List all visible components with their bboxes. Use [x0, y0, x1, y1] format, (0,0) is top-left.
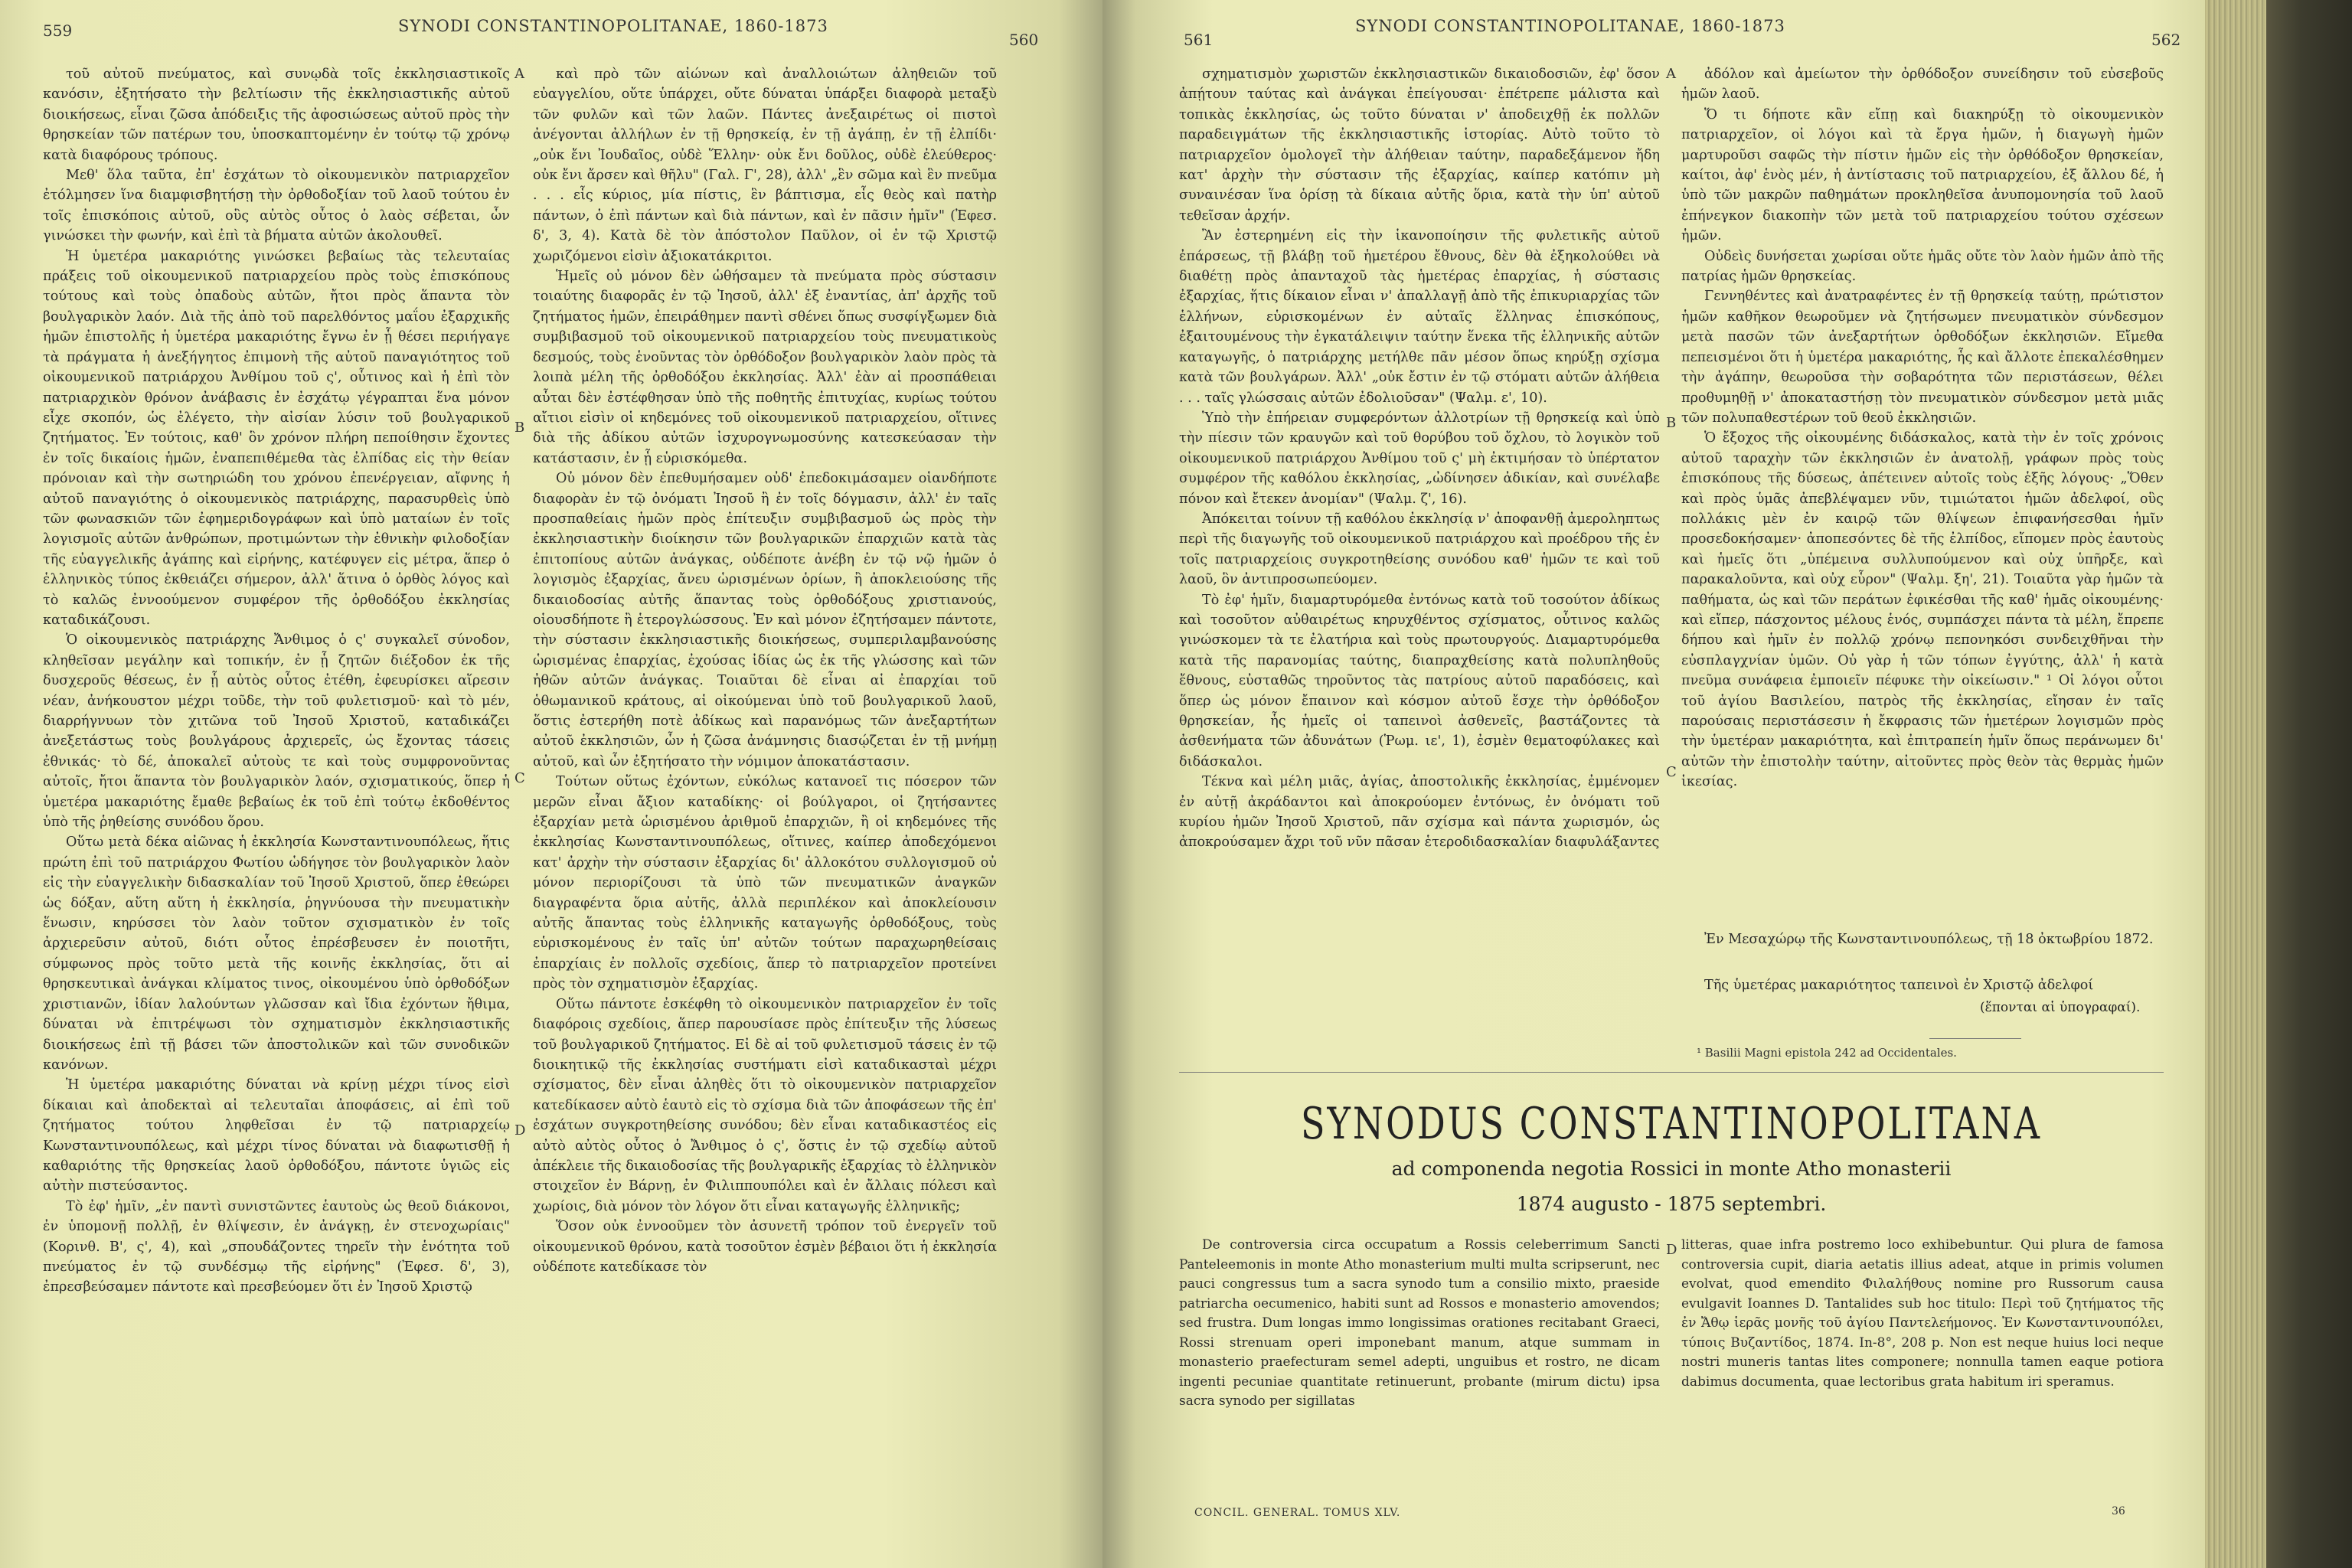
paragraph: Ἡ ὑμετέρα μακαριότης δύναται νὰ κρίνῃ μέχρι τίνος εἰσὶ δίκαιαι καὶ ἀποδεκταὶ αἱ τελευταῖαι ἀποφάσεις, αἱ ἐπὶ τοῦ ζητήματος τούτου ληφθεῖσαι ἐν τῷ πατριαρχείῳ Κωνσταντινουπόλεως, καὶ μέχρι τίνος δύναται νὰ διαφωτισθῇ ἡ καθαριότης τῆς θρησκείας λαοῦ ὀρθοδόξου, πάντοτε ὑγιῶς εἰς αὐτὴν πιστεύσαντος.	[43, 1077, 510, 1194]
paragraph: Ἂν ἐστερημένη εἰς τὴν ἱκανοποίησιν τῆς φυλετικῆς αὐτοῦ ἐπάρσεως, τῇ βλάβῃ τοῦ ἡμετέρου ἔθνους, δὲν θὰ ἐξηκολούθει νὰ διαθέτῃ πρὸς ἀπανταχοῦ τὰς ἡμετέρας ἐπαρχίας, ἡ σύστασις ἐξαρχίας, ἥτις δίκαιον εἶναι ν' ἀπαλλαγῇ ἀπὸ τῆς ἐπικυριαρχίας τῶν ἑλλήνων, εὑρισκομένων ἐν αὐταῖς ἕλληνας ἐπισκόπους, ἐξαιτουμένους τὴν ἐγκατάλειψιν ταύτην ἕνεκα τῆς ἑλληνικῆς αὐτῶν καταγωγῆς, ὁ πατριάρχης μετήλθε πᾶν μέσον ὅπως κηρύξῃ σχίσμα κατὰ τῶν βουλγάρων. Ἀλλ' „οὐκ ἔστιν ἐν τῷ στόματι αὐτῶν ἀλήθεια . . . ταῖς γλώσσαις αὐτῶν ἐδολιοῦσαν" (Ψαλμ. ε', 10).	[1179, 228, 1660, 406]
paragraph: Οὐ μόνον δὲν ἐπεθυμήσαμεν οὐδ' ἐπεδοκιμάσαμεν οἱανδήποτε διαφορὰν ἐν τῷ ὀνόματι Ἰησοῦ ἢ ἐν τοῖς δόγμασιν, ἀλλ' ἐν ταῖς προσπαθείαις ἡμῶν πρὸς ἐπίτευξιν συμβιβασμοῦ ὡς πρὸς τὴν ἐκκλησιαστικὴν διοίκησιν τῶν βουλγαρικῶν ἐπαρχιῶν κατὰ τὰς ἐπιτοπίους αὐτῶν ἀνάγκας, οὐδέποτε ἀνέβη ἐν τῷ νῷ ἡμῶν ὁ λογισμὸς ἐξαρχίας, ἄνευ ὡρισμένων ὁρίων, ἢ ἀποκλειούσης τῆς δικαιοδοσίας αὐτῆς ἅπαντας τοὺς ὀρθοδόξους χριστιανούς, οἱουσδήποτε ἢ ἑτερογλώσσους. Ἐν καὶ μόνον ἐζητήσαμεν πάντοτε, τὴν σύστασιν ἐκκλησιαστικῆς διοικήσεως, συμπεριλαμβανούσης ὡρισμένας ἐπαρχίας, ἐχούσας ἰδίας ὡς ἐκ τῆς γλώσσης καὶ τῶν ἠθῶν αὐτῶν ἀνάγκας. Τοιαῦται δὲ εἶναι αἱ ἐπαρχίαι τοῦ ὁθωμανικοῦ κράτους, αἱ οἰκούμεναι ὑπὸ τοῦ βουλγαρικοῦ λαοῦ, ὅστις ἐστερήθη ποτὲ ἀδίκως καὶ παρανόμως τῶν ἀνεξαρτήτων αὐτοῦ ἐκκλησιῶν, ὧν ἡ ζῶσα ἀνάμνησις διασῴζεται ἐν τῇ μνήμῃ αὐτοῦ, καὶ ὧν ἐξητήσατο τὴν νόμιμον ἀποκατάστασιν.	[533, 471, 997, 769]
paragraph: Οὕτω πάντοτε ἐσκέφθη τὸ οἰκουμενικὸν πατριαρχεῖον ἐν τοῖς διαφόροις σχεδίοις, ἅπερ παρουσίασε πρὸς ἐπίτευξιν τῆς λύσεως τοῦ βουλγαρικοῦ ζητήματος. Εἰ δὲ αἱ τοῦ φυλετισμοῦ τάσεις ἐν τῷ διοικητικῷ τῆς ἐκκλησίας συστήματι εἰσὶ καταδικασταὶ μέχρι σχίσματος, δὲν εἶναι ἀληθὲς ὅτι τὸ οἰκουμενικὸν πατριαρχεῖον κατεδίκασεν αὐτὸ ἑαυτὸ εἰς τὸ σχίσμα διὰ τῶν ἀποφάσεων τῆς ἐπ' ἐσχάτων συγκροτηθείσης συνόδου; δὲν εἶναι καταδικαστέος εἰς αὐτὸ αὐτὸς οὗτος ὁ Ἄνθιμος ὁ ς', ὅστις ἐν τῷ σχεδίῳ αὐτοῦ ἀπέκλειε τῆς δικαιοδοσίας τῆς βουλγαρικῆς ἐξαρχίας τὸ ἑλληνικὸν στοιχεῖον ἐν Βάρνῃ, ἐν Φιλιππουπόλει καὶ ἐν ἄλλαις πόλεσι καὶ χωρίοις, διὰ μόνον τὸν λόγον ὅτι εἶναι καταγωγῆς ἑλληνικῆς;	[533, 996, 997, 1214]
volume-signature: CONCIL. GENERAL. TOMUS XLV.	[1194, 1507, 1401, 1519]
margin-letter-b: B	[514, 420, 525, 436]
section-dates: 1874 augusto - 1875 septembri.	[1516, 1193, 1827, 1215]
margin-letter-a: A	[1666, 66, 1676, 82]
paragraph: ἀδόλον καὶ ἀμείωτον τὴν ὀρθόδοξον συνείδησιν τοῦ εὐσεβοῦς ἡμῶν λαοῦ.	[1681, 67, 2164, 103]
right-page	[1102, 0, 2205, 1568]
paragraph: Τὸ ἐφ' ἡμῖν, „ἐν παντὶ συνιστῶντες ἑαυτοὺς ὡς θεοῦ διάκονοι, ἐν ὑπομονῇ πολλῇ, ἐν θλίψεσιν, ἐν ἀνάγκῃ, ἐν στενοχωρίαις" (Κορινθ. Β', ς', 4), καὶ „σπουδάζοντες τηρεῖν τὴν ἑνότητα τοῦ πνεύματος ἐν τῷ συνδέσμῳ τῆς εἰρήνης" (Ἐφεσ. δ', 3), ἐπρεσβεύσαμεν πάντοτε καὶ πρεσβεύομεν ὅτι ἐν Ἰησοῦ Χριστῷ	[43, 1198, 510, 1295]
paragraph: Οὕτω μετὰ δέκα αἰῶνας ἡ ἐκκλησία Κωνσταντινουπόλεως, ἥτις πρώτη ἐπὶ τοῦ πατριάρχου Φωτίου ὡδήγησε τὸν βουλγαρικὸν λαὸν εἰς τὴν εὐαγγελικὴν διδασκαλίαν τοῦ Ἰησοῦ Χριστοῦ, ὅπερ ἐθεώρει ὡς δόξαν, αὕτη αὕτη ἡ ἐκκλησία, ῥηγνύουσα τὴν πνευματικὴν ἕνωσιν, κηρύσσει τὸν λαὸν τοῦτον σχισματικὸν ἐν τοῖς ἀρχιερεῦσιν αὐτοῦ, διότι οὗτος ἐπρέσβευσεν ἐν ποιοτῆτι, σύμφωνος πρὸς τοῦτο μετὰ τῆς κοινῆς ἐκκλησίας, ὅτι αἱ θρησκευτικαὶ ἀνάγκαι κλίματος τινος, οἰκουμένου ὑπὸ ὀρθοδόξων χριστιανῶν, ἰδίαν λαλούντων γλῶσσαν καὶ ἴδια ἐχόντων ἤθιμα, δύναται νὰ ἐπιτρέψωσι τὸν σχηματισμὸν ἐκκλησιαστικῆς διοικήσεως ἐπὶ τῇ βάσει τῶν ἀποστολικῶν καὶ τῶν συνοδικῶν κανόνων.	[43, 835, 510, 1073]
paragraph: Ὁ ἔξοχος τῆς οἰκουμένης διδάσκαλος, κατὰ τὴν ἐν τοῖς χρόνοις αὐτοῦ ταραχὴν τῶν ἐκκλησιῶν ἐν ἀνατολῇ, γράφων πρὸς τοὺς ἐπισκόπους τῆς δύσεως, ἀπέτεινεν αὐτοῖς τοὺς ἑξῆς λόγους· „Ὅθεν καὶ πρὸς ὑμᾶς ἀπεβλέψαμεν νῦν, τιμιώτατοι ἡμῶν ἀδελφοί, οὓς πολλάκις μὲν ἐν καιρῷ τῶν θλίψεων ἐπιφανήσεσθαι ἡμῖν προσεδοκήσαμεν· ἀποπεσόντες δὲ τῆς ἐλπίδος, εἴπομεν πρὸς ἑαυτοὺς καὶ ἡμεῖς ὅτι „ὑπέμεινα συλλυπούμενον καὶ οὐχ ὑπῆρξε, καὶ παρακαλοῦντα, καὶ οὐχ εὗρον" (Ψαλμ. ξη', 21). Τοιαῦτα γὰρ ἡμῶν τὰ παθήματα, ὡς καὶ τῶν περάτων ἐφικέσθαι τῆς καθ' ἡμᾶς οἰκουμένης· καὶ εἴπερ, πάσχοντος μέλους ἑνός, συμπάσχει πάντα τὰ μέλη, ἔπρεπε δήπου καὶ ἡμῖν ἐν πολλῷ χρόνῳ πεπονηκόσι συνδειχθῆναι τὴν εὐσπλαγχνίαν ὑμῶν. Οὐ γὰρ ἡ τῶν τόπων ἐγγύτης, ἀλλ' ἡ κατὰ πνεῦμα συνάφεια ἐμποιεῖν πέφυκε τὴν οἰκείωσιν." ¹ Οἱ λόγοι οὗτοι τοῦ ἁγίου Βασιλείου, πατρὸς τῆς ἐκκλησίας, εἴησαν ἐν ταῖς παρούσαις περιστάσεσιν ἡ ἔκφρασις τῶν ἡμετέρων λογισμῶν πρὸς τὴν ὑμετέραν μακαριότητα, καὶ ἐπιτραπείη ἡμῖν ὅπως περάνωμεν δι' αὐτῶν τὴν ἐπιστολὴν ταύτην, αἰτοῦντες πρὸς θεὸν τὰς θερμὰς ἡμῶν ἱκεσίας.	[1681, 430, 2164, 790]
left-page	[0, 0, 1102, 1568]
paragraph: Μεθ' ὅλα ταῦτα, ἐπ' ἐσχάτων τὸ οἰκουμενικὸν πατριαρχεῖον ἐτόλμησεν ἵνα διαμφισβητήσῃ τὴν ὀρθοδοξίαν τοῦ λαοῦ τούτου ἐν τοῖς ἐπισκόποις αὐτοῦ, οὓς αὐτὸς οὗτος ὁ λαὸς σέβεται, ὧν γινώσκει τὴν φωνήν, καὶ ἐπὶ τὰ βήματα αὐτῶν ἀκολουθεῖ.	[43, 168, 510, 244]
closing-formula: Τῆς ὑμετέρας μακαριότητος ταπεινοὶ ἐν Χριστῷ ἀδελφοί	[1704, 978, 2094, 993]
margin-letter-a: A	[514, 66, 524, 82]
paragraph: Ἡ ὑμετέρα μακαριότης γινώσκει βεβαίως τὰς τελευταίας πράξεις τοῦ οἰκουμενικοῦ πατριαρχείου πρὸς τοὺς ἐπισκόπους τούτους καὶ τοὺς ὀπαδοὺς αὐτῶν, ἤτοι πρὸς ἅπαντα τὸν βουλγαρικὸν λαόν. Διὰ τῆς ἀπὸ τοῦ παρελθόντος μαΐου ἐξαρχικῆς ἡμῶν ἐπιστολῆς ἡ ὑμετέρα μακαριότης ἔγνω ἐν ᾗ θέσει περιήγαγε τὰ πράγματα ἡ ἀνεξήγητος ἐπιμονὴ τῆς αὐτοῦ παναγιότητος τοῦ οἰκουμενικοῦ πατριάρχου Ἀνθίμου τοῦ ς', οὗτινος καὶ ἡ ἐπὶ τὸν πατριαρχικὸν θρόνον ἀνάβασις ἐν ἐσχάτῳ γέγραπται ἕνα μόνον εἶχε σκοπόν, ὡς ἐλέγετο, τὴν αἰσίαν λύσιν τοῦ βουλγαρικοῦ ζητήματος. Ἐν τούτοις, καθ' ὃν χρόνον πλήρη πεποίθησιν ἔχοντες ἐν τοῖς δικαίοις ἡμῶν, ἐναπεπιθέμεθα τὰς ἐλπίδας εἰς τὴν θείαν πρόνοιαν καὶ τὴν σωτηριώδη του χρόνου ἐπενέργειαν, αἴφνης ἡ αὐτοῦ παναγιότης ὁ οἰκουμενικὸς πατριάρχης, παρασυρθεὶς ὑπὸ τῶν φωνασκιῶν τῶν ἐφημεριδογράφων καὶ ὑπὸ ματαίων ἐν τοῖς λογισμοῖς αὐτῶν ἀνθρώπων, προτιμώντων τὴν ἐθνικὴν φιλοδοξίαν τῆς εὐαγγελικῆς ἀγάπης καὶ εἰρήνης, κατέφυγεν εἰς μέτρα, ἅπερ ὁ ἑλληνικὸς τύπος ἐκθειάζει σήμερον, ἀλλ' ἅτινα ὁ ὀρθὸς λόγος καὶ τὸ καλῶς ἐννοούμενον συμφέρον τῆς ὀρθοδόξου ἐκκλησίας καταδικάζουσι.	[43, 248, 510, 628]
right-page-column-2	[1681, 64, 2164, 925]
paragraph: τοῦ αὐτοῦ πνεύματος, καὶ συνῳδὰ τοῖς ἐκκλησιαστικοῖς κανόσιν, ἐξητήσατο τὴν βελτίωσιν τῆς ἐκκλησιαστικῆς αὐτοῦ διοικήσεως, εἶναι ζῶσα ἀπόδειξις τῆς ἀφοσιώσεως αὐτοῦ πρὸς τὴν θρησκείαν τῶν πατέρων του, ὑποσκαπτομένην ἐν τούτῳ τῷ χρόνῳ κατὰ διαφόρους τρόπους.	[43, 67, 510, 163]
paragraph: Γεννηθέντες καὶ ἀνατραφέντες ἐν τῇ θρησκείᾳ ταύτῃ, πρώτιστον ἡμῶν καθῆκον θεωροῦμεν νὰ ζητήσωμεν πνευματικὸν σύνδεσμον μετὰ πασῶν τῶν ἀνεξαρτήτων ὀρθοδόξων ἐκκλησιῶν. Εἴμεθα πεπεισμένοι ὅτι ἡ ὑμετέρα μακαριότης, ἧς καὶ ἄλλοτε ἐπεκαλέσθημεν τὴν ἀγάπην, θεωροῦσα τὴν σοβαρότητα τῶν περιστάσεων, θέλει προθυμηθῇ ν' ἀποκαταστήσῃ τὸν πνευματικὸν σύνδεσμον μετὰ μιᾶς τῶν πολυπαθεστέρων τοῦ θεοῦ ἐκκλησιῶν.	[1681, 289, 2164, 426]
page-number-562: 562	[2151, 31, 2181, 49]
left-running-header: SYNODI CONSTANTINOPOLITANAE, 1860-1873	[398, 17, 828, 35]
paragraph: Τούτων οὕτως ἐχόντων, εὐκόλως κατανοεῖ τις πόσερον τῶν μερῶν εἶναι ἄξιον καταδίκης· οἱ βούλγαροι, οἱ ζητήσαντες ἐξαρχίαν μετὰ ὡρισμένου ἀριθμοῦ ἐπαρχιῶν, ἢ οἱ κηδεμόνες τῆς ἐκκλησίας Κωνσταντινουπόλεως, οἵτινες, καίπερ ἀποδεχόμενοι κατ' ἀρχὴν τὴν σύστασιν ἐξαρχίας δι' ἀλλοκότου συλλογισμοῦ οὐ μόνον περιορίζουσι τὰ ὑπὸ τῶν πνευματικῶν ἀναγκῶν διαγραφέντα ὅρια αὐτῆς, ἀλλὰ περιπλέκον καὶ ἀποκλείουσιν αὐτῆς ἅπαντας τοὺς ἑλληνικῆς καταγωγῆς ὀρθοδόξους, τοὺς εὑρισκομένους ἐν ταῖς ὑπ' αὐτῶν τούτων παραχωρηθείσαις ἐπαρχίαις ἐν πολλοῖς σχεδίοις, ἅπερ τὸ πατριαρχεῖον προτείνει πρὸς τὸν σχηματισμὸν ἐξαρχίας.	[533, 774, 997, 992]
margin-letter-c: C	[1666, 764, 1677, 780]
paragraph: Ὑπὸ τὴν ἐπήρειαν συμφερόντων ἀλλοτρίων τῇ θρησκείᾳ καὶ ὑπὸ τὴν πίεσιν τῶν κραυγῶν καὶ τοῦ θορύβου τοῦ ὄχλου, τὸ λογικὸν τοῦ οἰκουμενικοῦ πατριάρχου Ἀνθίμου τοῦ ς' μὴ ἐκτιμήσαν τὸ ὑπέρτατον συμφέρον τῆς καθόλου ἐκκλησίας, „ὠδίνησεν ἀδικίαν, καὶ συνέλαβε πόνον καὶ ἔτεκεν ἀνομίαν" (Ψαλμ. ζ', 16).	[1179, 410, 1660, 507]
right-page-column-1	[1179, 64, 1660, 1052]
page-number-561: 561	[1184, 31, 1214, 49]
signatures-note: (ἕπονται αἱ ὑπογραφαί).	[1980, 1000, 2141, 1015]
paragraph: Ὁ οἰκουμενικὸς πατριάρχης Ἄνθιμος ὁ ς' συγκαλεῖ σύνοδον, κληθεῖσαν μεγάλην καὶ τοπικήν, ἐν ᾗ ζητῶν διέξοδον ἐκ τῆς δυσχεροῦς θέσεως, ἐν ᾗ αὐτὸς οὗτος ἐτέθη, ἐφευρίσκει αἵρεσιν νέαν, ἀνήκουστον μέχρι τοῦδε, τὴν τοῦ φυλετισμοῦ· καὶ τὸ μέν, διαρρήγνυων τὸν χιτῶνα τοῦ Ἰησοῦ Χριστοῦ, καταδικάζει ἀνεξετάστως τοὺς βουλγάρους ἀρχιερεῖς, ὡς ἔχοντας τάσεις ἐθνικάς· τὸ δέ, ἀποκαλεῖ αὐτοὺς τε καὶ τοὺς συμφρονοῦντας αὐτοῖς, ἤτοι ἅπαντα τὸν βουλγαρικὸν λαόν, σχισματικούς, ὅπερ ἡ ὑμετέρα μακαριότης ἔμαθε βεβαίως ἐκ τοῦ ἐπὶ τούτῳ ἐκδοθέντος ὑπὸ τῆς ῥηθείσης συνόδου ὅρου.	[43, 632, 510, 831]
paragraph: καὶ πρὸ τῶν αἰώνων καὶ ἀναλλοιώτων ἀληθειῶν τοῦ εὐαγγελίου, οὔτε ὑπάρχει, οὔτε δύναται ὑπάρξει διαφορὰ μεταξὺ τῶν φυλῶν καὶ τῶν λαῶν. Πάντες ἀνεξαιρέτως οἱ πιστοὶ ἀνέγονται ἀλλήλων ἐν τῇ θρησκείᾳ, ἐν τῇ ἀγάπῃ, ἐν τῇ ἐλπίδι· „οὐκ ἔνι Ἰουδαῖος, οὐδὲ Ἕλλην· οὐκ ἔνι δοῦλος, οὐδὲ ἐλεύθερος· οὐκ ἔνι ἄρσεν καὶ θῆλυ" (Γαλ. Γ', 28), ἀλλ' „ἓν σῶμα καὶ ἓν πνεῦμα . . . εἷς κύριος, μία πίστις, ἓν βάπτισμα, εἷς θεὸς καὶ πατὴρ πάντων, ὁ ἐπὶ πάντων καὶ διὰ πάντων, καὶ ἐν πᾶσιν ἡμῖν" (Ἐφεσ. δ', 3, 4). Κατὰ δὲ τὸν ἀπόστολον Παῦλον, οἱ ἐν τῷ Χριστῷ χωριζόμενοι εἰσὶν ἀξιοκατάκριτοι.	[533, 67, 997, 264]
page-number-559: 559	[43, 21, 73, 40]
margin-letter-c: C	[514, 770, 525, 786]
paragraph: Ὅσον οὐκ ἐννοοῦμεν τὸν ἀσυνετῆ τρόπον τοῦ ἐνεργεῖν τοῦ οἰκουμενικοῦ θρόνου, κατὰ τοσοῦτον ἐσμὲν βέβαιοι ὅτι ἡ ἐκκλησία οὐδέποτε κατεδίκασε τὸν	[533, 1219, 997, 1275]
section-divider	[1179, 1072, 2164, 1073]
left-page-column-1	[43, 64, 510, 1498]
paragraph: Ἀπόκειται τοίνυν τῇ καθόλου ἐκκλησίᾳ ν' ἀποφανθῇ ἀμεροληπτως περὶ τῆς διαγωγῆς τοῦ οἰκουμενικοῦ πατριάρχου καὶ προέδρου τῆς ἐν τοῖς πατριαρχείοις συγκροτηθείσης συνόδου καθ' ἡμῶν τε καὶ τοῦ λαοῦ, ὃν ἀντιπροσωπεύομεν.	[1179, 511, 1660, 588]
paragraph: Τέκνα καὶ μέλη μιᾶς, ἁγίας, ἀποστολικῆς ἐκκλησίας, ἐμμένομεν ἐν αὐτῇ ἀκράδαντοι καὶ ἀποκρούομεν ἐντόνως, ἐν ὀνόματι τοῦ κυρίου ἡμῶν Ἰησοῦ Χριστοῦ, πᾶν σχίσμα καὶ πάντα χωρισμόν, ὡς ἀποκρούσαμεν ἄχρι τοῦ νῦν πᾶσαν ἑτεροδιδασκαλίαν διαφυλάξαντες	[1179, 774, 1660, 851]
paragraph: Ὅ τι δήποτε κἂν εἴπῃ καὶ διακηρύξῃ τὸ οἰκουμενικὸν πατριαρχεῖον, οἱ λόγοι καὶ τὰ ἔργα ἡμῶν, ἡ διαγωγὴ ἡμῶν μαρτυροῦσι σαφῶς τὴν πίστιν ἡμῶν εἰς τὴν ὀρθόδοξον θρησκείαν, καίτοι, ἀφ' ἑνὸς μέν, ἡ ἀντίστασις τοῦ πατριαρχείου, ἐξ ἄλλου δέ, ἡ ὑπὸ τῶν μακρῶν παθημάτων προκληθεῖσα ἀνυπομονησία τοῦ λαοῦ ἐπήνεγκον διακοπὴν τῶν μετὰ τοῦ πατριαρχείου τούτου σχέσεων ἡμῶν.	[1681, 106, 2164, 244]
section-subtitle: ad componenda negotia Rossici in monte Atho monasterii	[1391, 1158, 1952, 1180]
gathering-number: 36	[2112, 1505, 2125, 1517]
section-title: SYNODUS CONSTANTINOPOLITANA	[1301, 1097, 2042, 1149]
latin-column-1: De controversia circa occupatum a Rossis celeberrimum Sancti Panteleemonis in monte Atho monasterium multi multa scripserunt, nec pauci congressus tum a sacra synodo tum a consilio mixto, praeside patriarcha oecumenico, habiti sunt ad Rossos e monasterio amovendos; sed frustra. Dum longas immo longissimas orationes recitabant Graeci, Rossi strenuam operi imponebant manum, atque summam in monasterio praefecturam semel adepti, unguibus et rostro, ne dicam ingenti pecuniae quantitate retinuerunt, probante (mirum dictu) ipsa sacra synodo per sigillatas	[1179, 1237, 1660, 1409]
paragraph: Τὸ ἐφ' ἡμῖν, διαμαρτυρόμεθα ἐντόνως κατὰ τοῦ τοσούτον ἀδίκως καὶ τοσοῦτον αὐθαιρέτως κηρυχθέντος σχίσματος, οὗτινος καλῶς γινώσκομεν τὰ τε ἐλατήρια καὶ τοὺς πρωτουργούς. Διαμαρτυρόμεθα κατὰ τῆς παρανομίας ταύτης, διαπραχθείσης κατὰ πολυπληθοῦς ἔθνους, εὐσταθῶς τηροῦντος τὰς πατρίους αὐτοῦ παραδόσεις, καὶ ὅπερ ὡς μόνον ἔπαινον καὶ κόσμον αὐτοῦ ἔσχε τὴν ὀρθόδοξον θρησκείαν, ἧς ἡμεῖς οἱ ταπεινοὶ ἀσθενεῖς, βαστάζοντες τὰ ἀσθενήματα τῶν ἀδυνάτων (Ῥωμ. ιε', 1), ἐσμὲν θεματοφύλακες καὶ διδάσκαλοι.	[1179, 592, 1660, 769]
margin-letter-b: B	[1666, 415, 1677, 431]
page-number-560: 560	[1009, 31, 1039, 49]
paragraph: Ἡμεῖς οὐ μόνον δὲν ὡθήσαμεν τὰ πνεύματα πρὸς σύστασιν τοιαύτης διαφορᾶς ἐν τῷ Ἰησοῦ, ἀλλ' ἐξ ἐναντίας, ἀπ' ἀρχῆς τοῦ ζητήματος ἡμῶν, ἐπειράθημεν παντὶ σθένει ὅπως συσφίγξωμεν διὰ συμβιβασμοῦ τοῦ οἰκουμενικοῦ πατριαρχείου τοὺς πνευματικοὺς δεσμούς, τοὺς ἑνοῦντας τὸν ὀρθόδοξον βουλγαρικὸν λαὸν πρὸς τὰ λοιπὰ μέλη τῆς ὀρθοδόξου ἐκκλησίας. Ἀλλ' ἐὰν αἱ προσπάθειαι αὗται δὲν ἐστέφθησαν ὑπὸ τῆς ποθητῆς ἐπιτυχίας, κυρίως τούτου αἴτιοι εἰσὶν οἱ κηδεμόνες τοῦ οἰκουμενικοῦ πατριαρχείου, οἵτινες διὰ τῆς ἀδίκου αὐτῶν ἰσχυρογνωμοσύνης κατεσκεύασαν τὴν κατάστασιν, ἐν ᾗ εὑρισκόμεθα.	[533, 269, 997, 466]
left-page-column-2	[533, 64, 997, 1498]
footnote: ¹ Basilii Magni epistola 242 ad Occidentales.	[1697, 1046, 1957, 1060]
paragraph: Οὐδεὶς δυνήσεται χωρίσαι οὔτε ἡμᾶς οὔτε τὸν λαὸν ἡμῶν ἀπὸ τῆς πατρίας ἡμῶν θρησκείας.	[1681, 248, 2164, 285]
margin-letter-d: D	[514, 1122, 526, 1138]
footnote-rule	[1929, 1038, 2021, 1039]
paragraph: σχηματισμὸν χωριστῶν ἐκκλησιαστικῶν δικαιοδοσιῶν, ἐφ' ὅσον ἀπῄτουν ταύτας καὶ ἀνάγκαι ἐπείγουσαι· ἐπέτρεπε μάλιστα καὶ τοπικὰς ἐκκλησίας, ὡς τοῦτο δύναται ν' ἀποδειχθῇ ἐκ πολλῶν παραδειγμάτων τῆς ἐκκλησιαστικῆς ἱστορίας. Αὐτὸ τοῦτο τὸ πατριαρχεῖον ὁμολογεῖ τὴν ἀλήθειαν ταύτην, παραδεξάμενον ἤδη κατ' ἀρχὴν τὴν σύστασιν τῆς ἐξαρχίας, καίπερ κατόπιν μὴ συναινέσαν ἵνα ὁρίσῃ τὰ δίκαια αὐτῆς ὅρια, κατὰ τὴν ὑπ' αὐτοῦ τεθεῖσαν ἀρχήν.	[1179, 67, 1660, 224]
book-cover-edge	[2266, 0, 2352, 1568]
latin-column-2: litteras, quae infra postremo loco exhibebuntur. Qui plura de famosa controversia cupit, diaria aetatis illius adeat, atque in primis volumen evolvat, quod emendito Φιλαλήθους nomine pro Russorum causa evulgavit Ioannes D. Tantalides sub hoc titulo: Περὶ τοῦ ζητήματος τῆς ἐν Ἄθῳ ἱερᾶς μονῆς τοῦ ἁγίου Παντελεήμονος. Ἐν Κωνσταντινουπόλει, τύποις Βυζαντίδος, 1874. In-8°, 208 p. Non est neque huius loci neque nostri muneris tantas lites componere; nonnulla tamen eaque potiora dabimus documenta, quae lectoribus grata habitum iri speramus.	[1681, 1237, 2164, 1390]
date-line: Ἐν Μεσαχώρῳ τῆς Κωνσταντινουπόλεως, τῇ 18 ὀκτωβρίου 1872.	[1704, 932, 2154, 947]
margin-letter-d: D	[1666, 1242, 1677, 1258]
book-page-edges	[2205, 0, 2266, 1568]
right-running-header: SYNODI CONSTANTINOPOLITANAE, 1860-1873	[1355, 17, 1785, 35]
